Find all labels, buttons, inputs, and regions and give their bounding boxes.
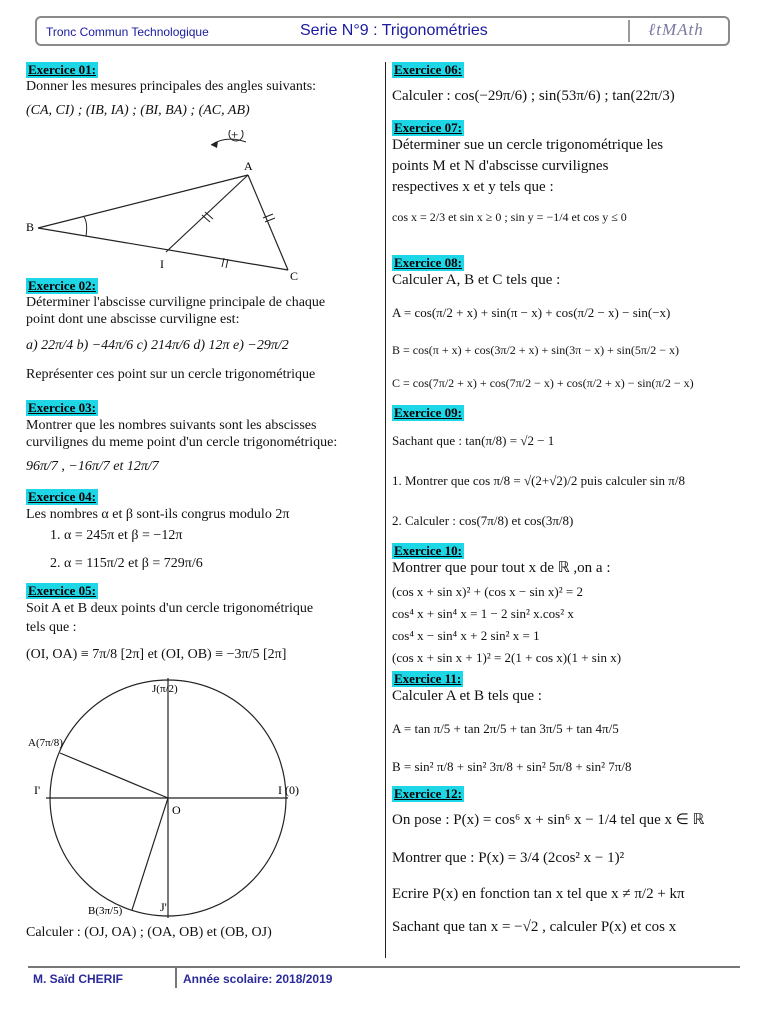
orientation-plus: + xyxy=(231,130,239,142)
exercise-08-text: Calculer A, B et C tels que : xyxy=(392,272,561,288)
exercise-11-a: A = tan π/5 + tan 2π/5 + tan 3π/5 + tan 4π/5 xyxy=(392,721,619,736)
exercise-07-condition: cos x = 2/3 et sin x ≥ 0 ; sin y = −1/4 et cos y ≤ 0 xyxy=(392,210,627,224)
exercise-08-b: B = cos(π + x) + cos(3π/2 + x) + sin(3π − x) + sin(5π/2 − x) xyxy=(392,343,680,357)
exercise-08-c: C = cos(7π/2 + x) + cos(7π/2 − x) + cos(π/2 + x) − sin(π/2 − x) xyxy=(392,376,694,390)
exercise-03-text2: curvilignes du meme point d'un cercle trigonométrique: xyxy=(26,435,338,450)
point-a-label: A(7π/8) xyxy=(28,737,63,749)
logo: ℓtMAth xyxy=(628,20,722,42)
point-i: I xyxy=(160,257,164,271)
page-title: Serie N°9 : Trigonométries xyxy=(300,22,488,39)
point-j-label: J(π/2) xyxy=(152,683,178,695)
exercise-01-text: Donner les mesures principales des angles suivants: xyxy=(26,79,317,94)
exercise-05-text1: Soit A et B deux points d'un cercle trigonométrique xyxy=(26,601,314,616)
exercise-11-label: Exercice 11: xyxy=(394,671,462,686)
footer-separator xyxy=(175,966,177,988)
exercise-04-label: Exercice 04: xyxy=(28,489,96,504)
vertex-a: A xyxy=(244,159,253,173)
exercise-05-text2: tels que : xyxy=(26,620,77,635)
exercise-12-line3: Ecrire P(x) en fonction tan x tel que x ≠ π/2 + kπ xyxy=(392,886,685,902)
exercise-09-q1: 1. Montrer que cos π/8 = √(2+√2)/2 puis calculer sin π/8 xyxy=(392,473,685,488)
exercise-12-line2: Montrer que : P(x) = 3/4 (2cos² x − 1)² xyxy=(392,850,625,866)
exercise-05-calc: Calculer : (OJ, OA) ; (OA, OB) et (OB, OJ) xyxy=(26,925,272,940)
vertex-c: C xyxy=(290,269,299,283)
column-divider xyxy=(385,62,386,958)
header-box xyxy=(35,16,730,46)
exercise-02-text1: Déterminer l'abscisse curviligne principale de chaque xyxy=(26,295,326,310)
exercise-02-label: Exercice 02: xyxy=(28,278,96,293)
exercise-02-items: a) 22π/4 b) −44π/6 c) 214π/6 d) 12π e) −29π/2 xyxy=(26,338,289,353)
exercise-05-condition: (OI, OA) ≡ 7π/8 [2π] et (OI, OB) ≡ −3π/5 [2π] xyxy=(26,647,287,662)
exercise-07-label: Exercice 07: xyxy=(394,120,462,135)
exercise-07-text1: Déterminer sue un cercle trigonométrique les xyxy=(392,137,664,153)
exercise-04-item1: 1. α = 245π et β = −12π xyxy=(50,528,183,543)
footer-author: M. Saïd CHERIF xyxy=(33,972,124,986)
exercise-08-a: A = cos(π/2 + x) + sin(π − x) + cos(π/2 − x) − sin(−x) xyxy=(392,305,671,320)
footer-school-year: Année scolaire: 2018/2019 xyxy=(183,972,333,986)
exercise-10-eq1: (cos x + sin x)² + (cos x − sin x)² = 2 xyxy=(392,584,583,599)
exercise-02-text3: Représenter ces point sur un cercle trigonométrique xyxy=(26,367,316,382)
exercise-10-eq2: cos⁴ x + sin⁴ x = 1 − 2 sin² x.cos² x xyxy=(392,606,574,621)
exercise-11-text: Calculer A et B tels que : xyxy=(392,688,542,704)
exercise-10-label: Exercice 10: xyxy=(394,543,462,558)
vertex-b: B xyxy=(26,220,35,234)
exercise-04-item2: 2. α = 115π/2 et β = 729π/6 xyxy=(50,556,203,571)
exercise-09-q2: 2. Calculer : cos(7π/8) et cos(3π/8) xyxy=(392,513,574,528)
exercise-01-label: Exercice 01: xyxy=(28,62,96,77)
exercise-07-text2: points M et N d'abscisse curvilignes xyxy=(392,158,609,174)
exercise-12-line1: On pose : P(x) = cos⁶ x + sin⁶ x − 1/4 tel que x ∈ ℝ xyxy=(392,812,705,828)
point-i-prime-label: I' xyxy=(34,783,41,797)
exercise-11-b: B = sin² π/8 + sin² 3π/8 + sin² 5π/8 + sin² 7π/8 xyxy=(392,759,632,774)
point-i-label: I (0) xyxy=(278,783,299,797)
exercise-09-given: Sachant que : tan(π/8) = √2 − 1 xyxy=(392,433,555,448)
exercise-10-eq4: (cos x + sin x + 1)² = 2(1 + cos x)(1 + sin x) xyxy=(392,650,622,665)
header-class-label: Tronc Commun Technologique xyxy=(46,25,209,39)
exercise-01-angles: (CA, CI) ; (IB, IA) ; (BI, BA) ; (AC, AB) xyxy=(26,103,250,118)
exercise-09-label: Exercice 09: xyxy=(394,405,462,420)
exercise-03-text1: Montrer que les nombres suivants sont les abscisses xyxy=(26,418,317,433)
exercise-12-label: Exercice 12: xyxy=(394,786,462,801)
exercise-07-text3: respectives x et y tels que : xyxy=(392,179,554,195)
exercise-06-label: Exercice 06: xyxy=(394,62,462,77)
exercise-05-label: Exercice 05: xyxy=(28,583,96,598)
exercise-10-text: Montrer que pour tout x de ℝ ,on a : xyxy=(392,560,611,576)
exercise-10-eq3: cos⁴ x − sin⁴ x + 2 sin² x = 1 xyxy=(392,628,540,643)
exercise-02-text2: point dont une abscisse curviligne est: xyxy=(26,312,240,327)
exercise-08-label: Exercice 08: xyxy=(394,255,462,270)
origin-label: O xyxy=(172,803,181,817)
footer-rule xyxy=(28,966,740,968)
point-j-prime-label: J' xyxy=(160,900,167,914)
unit-circle-figure xyxy=(26,674,376,924)
exercise-03-label: Exercice 03: xyxy=(28,400,96,415)
point-b-label: B(3π/5) xyxy=(88,905,123,917)
exercise-03-values: 96π/7 , −16π/7 et 12π/7 xyxy=(26,459,159,474)
exercise-04-text: Les nombres α et β sont-ils congrus modulo 2π xyxy=(26,507,290,522)
exercise-06-text: Calculer : cos(−29π/6) ; sin(53π/6) ; tan(22π/3) xyxy=(392,88,675,104)
exercise-12-line4: Sachant que tan x = −√2 , calculer P(x) et cos x xyxy=(392,919,677,935)
